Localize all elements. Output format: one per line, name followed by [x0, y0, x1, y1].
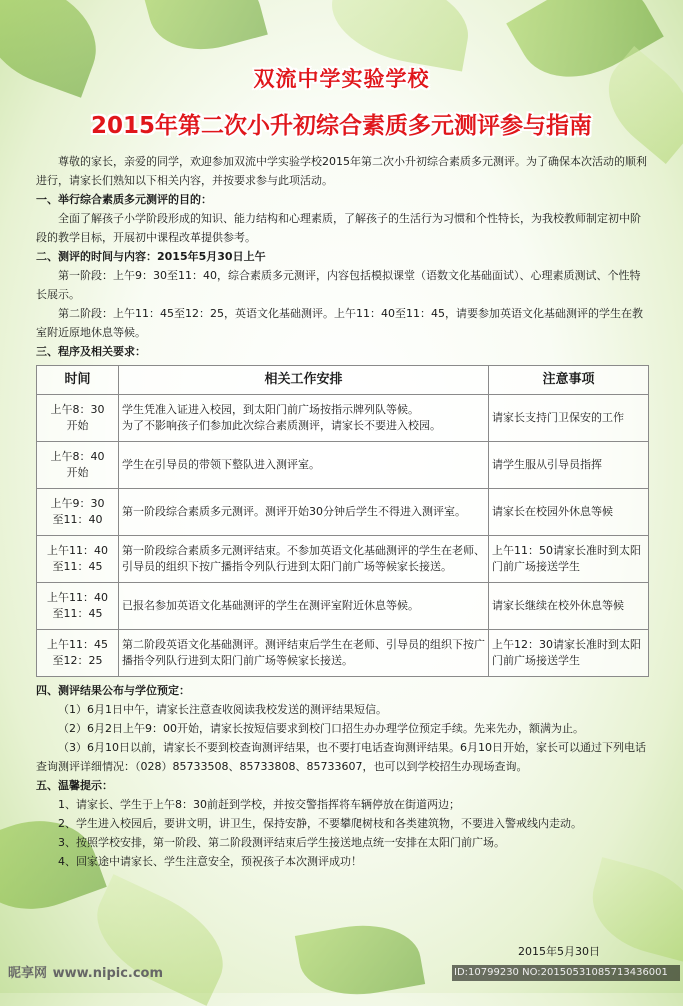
section5-heading: 五、温馨提示： [36, 779, 113, 792]
intro-paragraph: 尊敬的家长，亲爱的同学，欢迎参加双流中学实验学校2015年第二次小升初综合素质多元测评。为了确保本次活动的顺利进行，请家长们熟知以下相关内容，并按要求参与此项活动。 [36, 155, 647, 187]
leaf-decoration [295, 915, 425, 1005]
section5-tip3: 3、按照学校安排，第一阶段、第二阶段测评结束后学生接送地点统一安排在太阳门前广场。 [58, 836, 505, 849]
section4-heading: 四、测评结果公布与学位预定： [36, 684, 190, 697]
document-date: 2015年5月30日 [518, 945, 600, 958]
section5-tip2: 2、学生进入校园后，要讲文明，讲卫生，保持安静，不要攀爬树枝和各类建筑物，不要进入警戒线内走动。 [58, 817, 582, 830]
watermark-brand [8, 962, 163, 981]
column-header-notes: 注意事项 [489, 366, 649, 395]
table-header-row [37, 366, 649, 395]
arrangement-cell: 第二阶段英语文化基础测评。测评结束后学生在老师、引导员的组织下按广播指令列队行进到太阳门前广场等候家长接送。 [119, 630, 489, 677]
note-cell: 请家长继续在校外休息等候 [489, 583, 649, 630]
section1-body: 全面了解孩子小学阶段形成的知识、能力结构和心理素质，了解孩子的生活行为习惯和个性特长，为我校教师制定初中阶段的教学目标，开展初中课程改革提供参考。 [36, 212, 641, 244]
table-row [37, 489, 649, 536]
time-cell: 上午9：30 至11：40 [37, 489, 119, 536]
note-cell: 请学生服从引导员指挥 [489, 442, 649, 489]
watermark-url: www.nipic.com [52, 966, 164, 981]
arrangement-cell: 第一阶段综合素质多元测评。测评开始30分钟后学生不得进入测评室。 [119, 489, 489, 536]
document-title: 2015年第二次小升初综合素质多元测评参与指南 [90, 113, 592, 139]
table-row [37, 395, 649, 442]
column-header-arrangement: 相关工作安排 [119, 366, 489, 395]
time-cell: 上午8：40 开始 [37, 442, 119, 489]
time-cell: 上午11：45 至12：25 [37, 630, 119, 677]
leaf-decoration [80, 874, 241, 1006]
watermark-id: ID:10799230 NO:20150531085713436001 [452, 965, 680, 981]
note-cell: 上午11：50请家长准时到太阳门前广场接送学生 [489, 536, 649, 583]
schedule-table [36, 365, 649, 677]
watermark-brand-name: 昵享网 [8, 966, 48, 981]
column-header-time: 时间 [37, 366, 119, 395]
table-row [37, 442, 649, 489]
arrangement-cell: 第一阶段综合素质多元测评结束。不参加英语文化基础测评的学生在老师、引导员的组织下按广播指令列队行进到太阳门前广场等候家长接送。 [119, 536, 489, 583]
table-row [37, 630, 649, 677]
section4-item1: （1）6月1日中午，请家长注意查收阅读我校发送的测评结果短信。 [58, 703, 387, 716]
note-cell: 请家长在校园外休息等候 [489, 489, 649, 536]
arrangement-cell: 已报名参加英语文化基础测评的学生在测评室附近休息等候。 [119, 583, 489, 630]
arrangement-cell: 学生凭准入证进入校园，到太阳门前广场按指示牌列队等候。 为了不影响孩子们参加此次综合素质测评，请家长不要进入校园。 [119, 395, 489, 442]
arrangement-cell: 学生在引导员的带领下整队进入测评室。 [119, 442, 489, 489]
section2-heading: 二、测评的时间与内容：2015年5月30日上午 [36, 250, 266, 263]
note-cell: 请家长支持门卫保安的工作 [489, 395, 649, 442]
school-title: 双流中学实验学校 [253, 67, 430, 91]
section4-item3: （3）6月10日以前，请家长不要到校查询测评结果，也不要打电话查询测评结果。6月10日开始，家长可以通过下列电话查询测评详细情况：（028）85733508、85733808、85733607，也可以到学校招生办现场查询。 [36, 741, 646, 773]
leaf-decoration [142, 0, 268, 63]
note-cell: 上午12：30请家长准时到太阳门前广场接送学生 [489, 630, 649, 677]
table-row [37, 583, 649, 630]
table-row [37, 536, 649, 583]
section1-heading: 一、举行综合素质多元测评的目的： [36, 193, 212, 206]
section5-tip1: 1、请家长、学生于上午8：30前赶到学校，并按交警指挥将车辆停放在街道两边； [58, 798, 460, 811]
leaf-decoration [324, 0, 476, 72]
time-cell: 上午8：30 开始 [37, 395, 119, 442]
section2-stage2: 第二阶段：上午11：45至12：25，英语文化基础测评。上午11：40至11：45，请要参加英语文化基础测评的学生在教室附近原地休息等候。 [36, 307, 643, 339]
time-cell: 上午11：40 至11：45 [37, 536, 119, 583]
section3-heading: 三、程序及相关要求： [36, 345, 146, 358]
section4-item2: （2）6月2日上午9：00开始，请家长按短信要求到校门口招生办办理学位预定手续。先来先办，额满为止。 [58, 722, 584, 735]
time-cell: 上午11：40 至11：45 [37, 583, 119, 630]
section5-tip4: 4、回家途中请家长、学生注意安全，预祝孩子本次测评成功！ [58, 855, 362, 868]
document-body [36, 152, 649, 871]
section2-stage1: 第一阶段：上午9：30至11：40，综合素质多元测评，内容包括模拟课堂（语数文化基础面试）、心理素质测试、个性特长展示。 [36, 269, 641, 301]
